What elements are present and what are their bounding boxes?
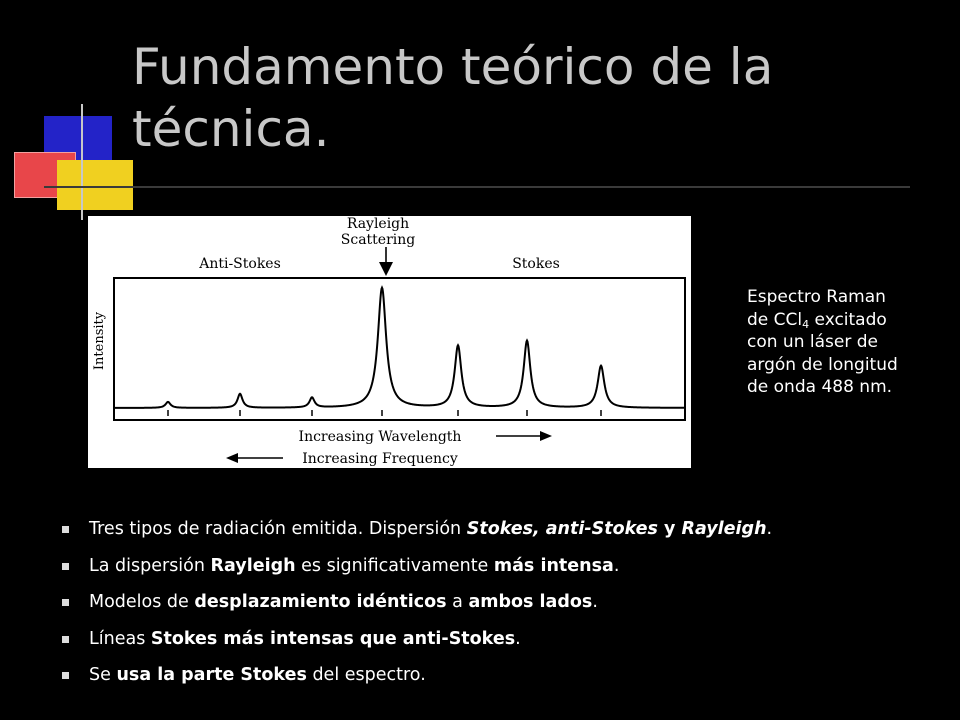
frequency-arrow-head	[226, 453, 238, 463]
bullet-text-run: Líneas	[89, 628, 151, 649]
caption-text: excitado	[809, 309, 887, 330]
bullet-text-run: desplazamiento idénticos	[194, 592, 447, 612]
bullet-item	[62, 555, 942, 592]
bullet-text-run: Rayleigh	[210, 555, 296, 576]
figure-caption	[747, 286, 952, 399]
bullet-text-run: La dispersión	[89, 555, 211, 576]
bullet-item	[62, 518, 942, 555]
title-underline	[44, 186, 910, 188]
bullet-text-run: .	[766, 519, 773, 539]
caption-line: argón de longitud	[747, 354, 898, 375]
bullet-text-run: Se	[89, 665, 117, 685]
bullet-item	[62, 591, 942, 628]
bullet-text-run: usa la parte Stokes	[116, 665, 307, 685]
decor-vertical-line	[81, 104, 83, 220]
bullet-square-icon	[62, 672, 69, 679]
caption-line: de onda 488 nm.	[747, 377, 893, 397]
rayleigh-label-line1: Rayleigh	[346, 216, 410, 232]
slide-title: Fundamento teórico de la técnica.	[132, 38, 774, 158]
caption-line: Espectro Raman	[747, 287, 886, 307]
frequency-label: Increasing Frequency	[302, 451, 458, 467]
decor-yellow-square	[57, 160, 133, 210]
caption-line	[747, 309, 952, 332]
bullet-item	[62, 664, 942, 701]
anti-stokes-label: Anti-Stokes	[199, 256, 281, 272]
bullet-square-icon	[62, 636, 69, 643]
bullet-text-run: Tres tipos de radiación emitida. Dispersión	[89, 519, 467, 539]
bullet-text-run: .	[515, 628, 521, 649]
caption-subscript: 4	[802, 317, 810, 331]
bullet-square-icon	[62, 563, 69, 570]
rayleigh-label-line2: Scattering	[340, 232, 416, 248]
bullet-item	[62, 628, 942, 665]
spectrum-curve	[115, 288, 684, 408]
bullet-text-run: ambos lados	[468, 592, 593, 612]
bullet-text-run: más intensa	[493, 555, 614, 576]
raman-spectrum-figure	[88, 216, 691, 468]
wavelength-arrow-head	[540, 431, 552, 441]
bullet-text-run: Rayleigh	[681, 519, 767, 539]
wavelength-label: Increasing Wavelength	[298, 429, 462, 445]
bullet-text-run: a	[446, 592, 469, 612]
bullet-list	[62, 518, 942, 701]
rayleigh-arrow-head	[379, 262, 393, 276]
caption-text: de CCl	[747, 309, 803, 330]
bullet-square-icon	[62, 526, 69, 533]
peak-tick-marks	[168, 410, 601, 416]
bullet-text-run: Stokes, anti-Stokes	[466, 519, 658, 539]
y-axis-label: Intensity	[92, 311, 107, 371]
caption-line: con un láser de	[747, 332, 878, 352]
bullet-text-run: del espectro.	[306, 665, 426, 685]
bullet-text-run: y	[657, 519, 682, 539]
bullet-text-run: es significativamente	[295, 555, 494, 576]
stokes-label: Stokes	[512, 256, 560, 272]
bullet-text-run: .	[592, 592, 598, 612]
bullet-text-run: Stokes más intensas que anti-Stokes	[150, 628, 516, 649]
bullet-text-run: .	[613, 555, 620, 576]
bullet-text-run: Modelos de	[89, 592, 195, 612]
bullet-square-icon	[62, 599, 69, 606]
